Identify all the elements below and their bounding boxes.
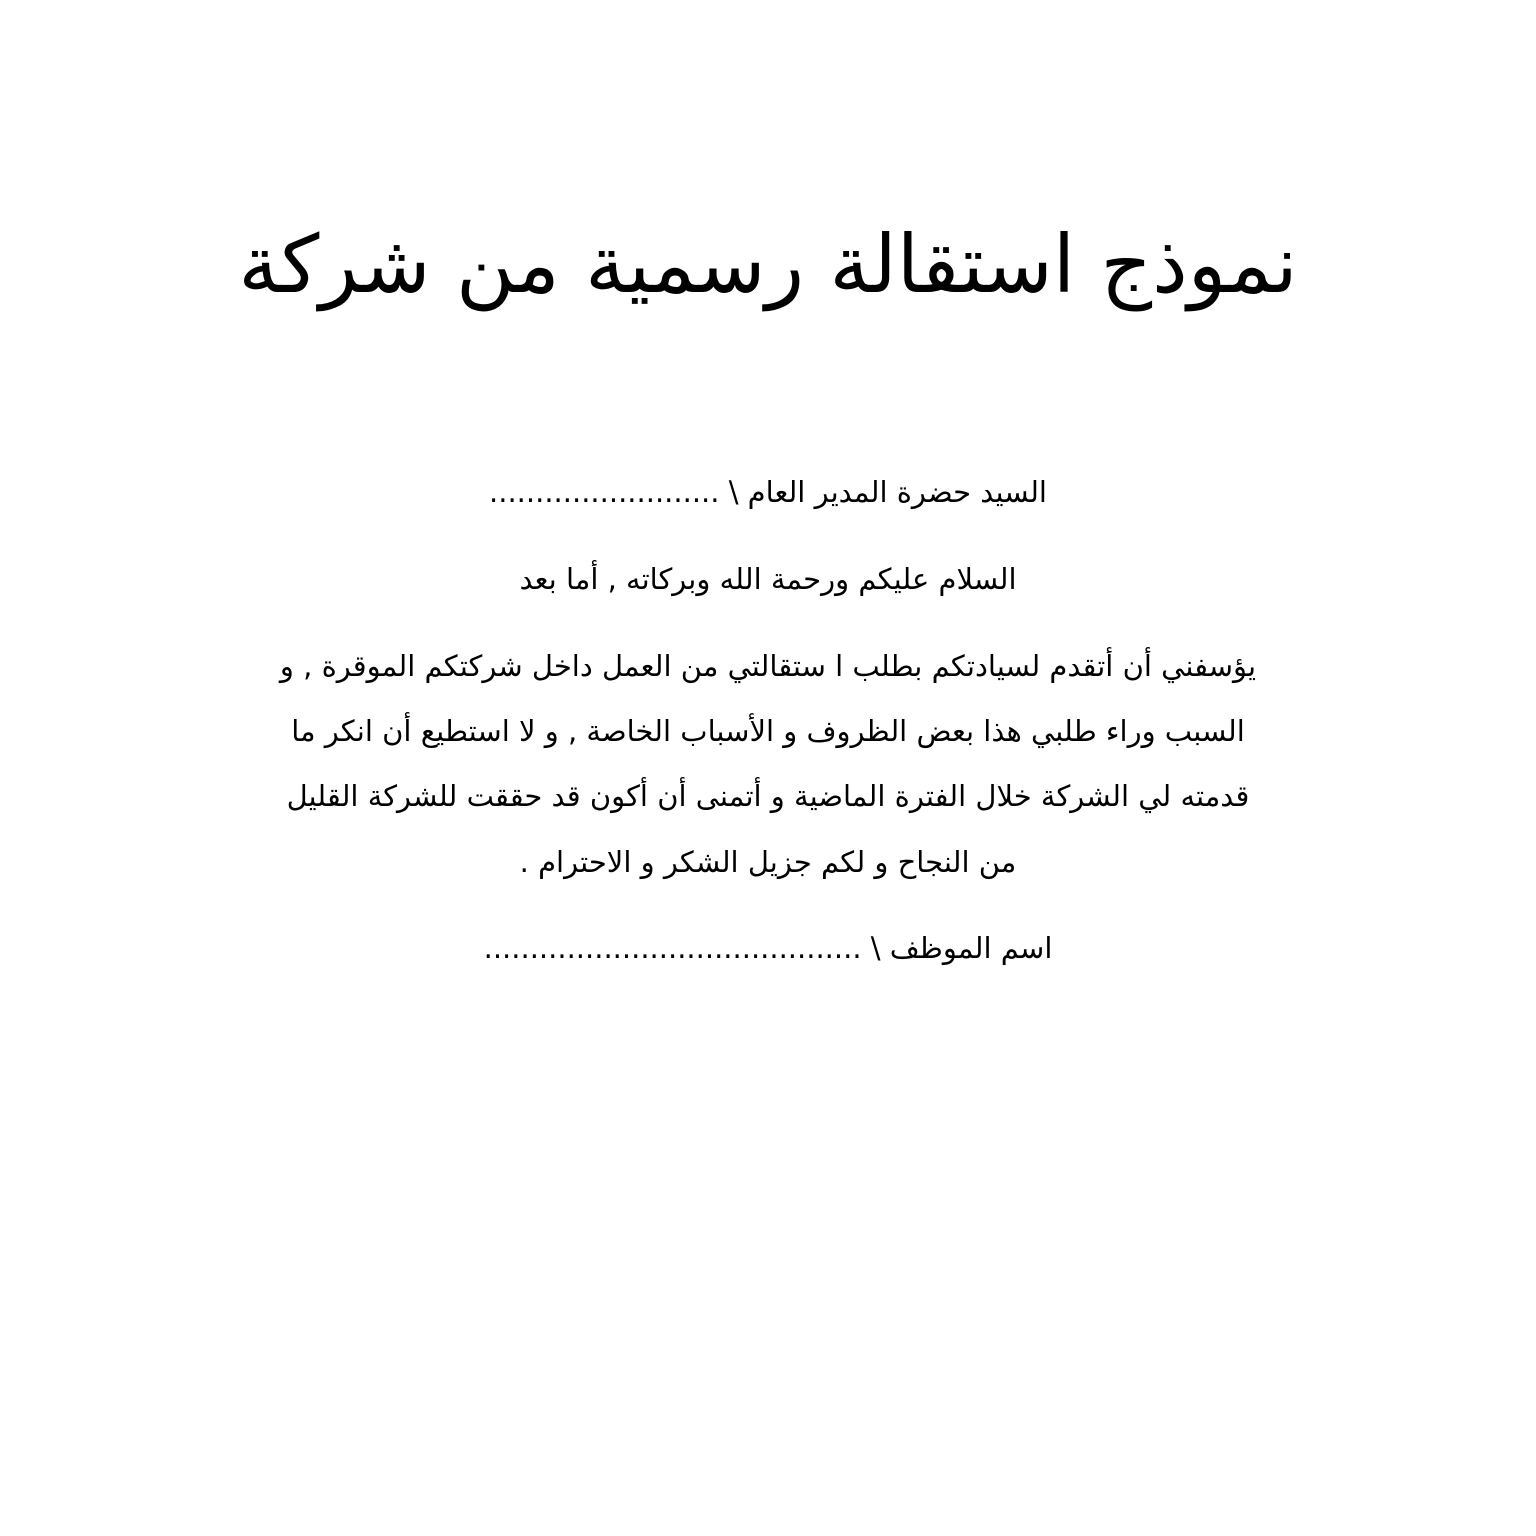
addressee-line: السيد حضرة المدير العام \ ......................... [489,475,1047,509]
greeting-line: السلام عليكم ورحمة الله وبركاته , أما بعد [519,562,1017,596]
body-line: السبب وراء طلبي هذا بعض الظروف و الأسباب الخاصة , و لا استطيع أن انكر ما [291,714,1245,748]
document-title: نموذج استقالة رسمية من شركة [238,218,1298,311]
employee-name-line: اسم الموظف \ ......................................... [483,931,1053,965]
body-line: قدمته لي الشركة خلال الفترة الماضية و أتمنى أن أكون قد حققت للشركة القليل [286,779,1250,813]
body-line: من النجاح و لكم جزيل الشكر و الاحترام . [519,845,1017,879]
body-line: يؤسفني أن أتقدم لسيادتكم بطلب ا ستقالتي من العمل داخل شركتكم الموقرة , و [279,649,1257,683]
